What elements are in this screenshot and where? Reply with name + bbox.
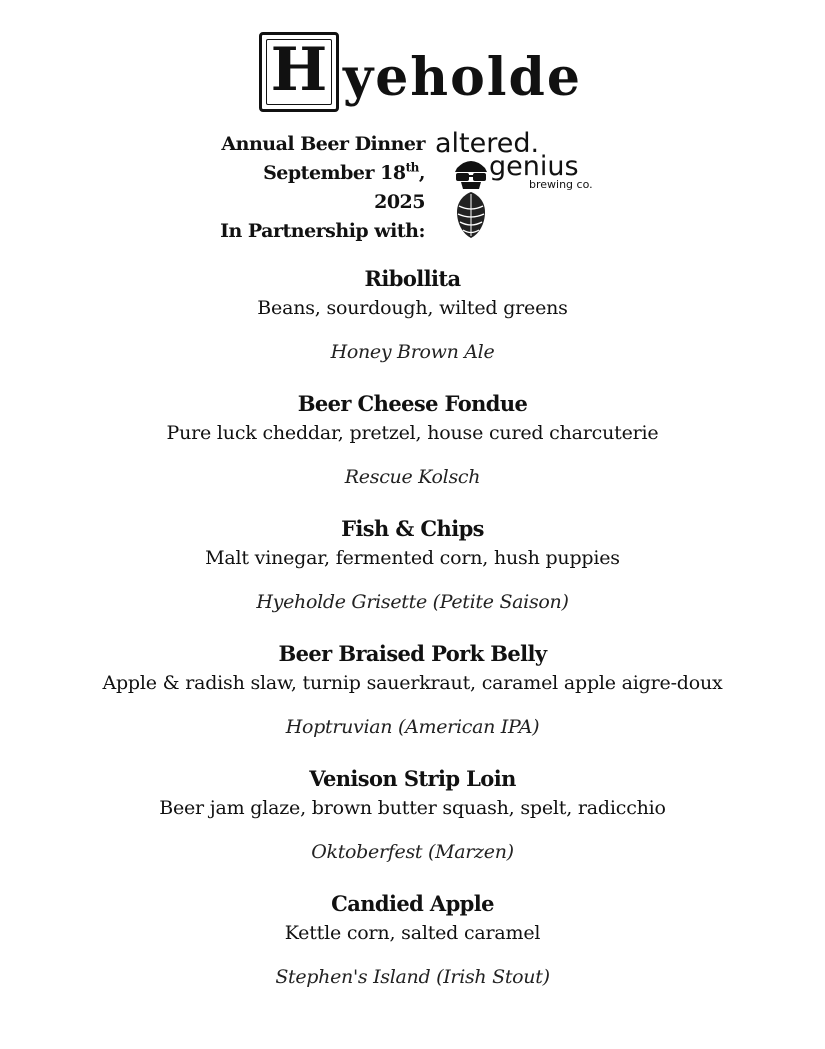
dish-description: Pure luck cheddar, pretzel, house cured charcuterie (166, 422, 659, 444)
bearded-face-icon (453, 156, 489, 190)
dish-description: Apple & radish slaw, turnip sauerkraut, caramel apple aigre-doux (102, 672, 723, 694)
course-item (0, 513, 825, 638)
course-item (0, 763, 825, 888)
beer-pairing: Hoptruvian (American IPA) (285, 716, 540, 738)
dish-description: Beans, sourdough, wilted greens (257, 297, 568, 319)
dish-name: Ribollita (364, 266, 461, 291)
logo-wordmark: yeholde (343, 47, 582, 108)
course-item (0, 263, 825, 388)
partner-word-altered: altered. (435, 128, 540, 159)
hyeholde-logo (259, 27, 582, 112)
beer-pairing: Stephen's Island (Irish Stout) (275, 966, 550, 988)
logo-initial-frame (259, 32, 339, 112)
menu-list (0, 263, 825, 1013)
dish-name: Venison Strip Loin (309, 766, 516, 791)
event-date: September 18th, 2025 (263, 160, 425, 213)
dish-name: Beer Cheese Fondue (297, 391, 528, 416)
beer-pairing: Honey Brown Ale (330, 341, 495, 363)
partner-word-genius: genius (489, 151, 579, 182)
hop-cone-icon (453, 190, 489, 240)
course-item (0, 638, 825, 763)
event-header (210, 130, 425, 246)
dish-name: Fish & Chips (341, 516, 484, 541)
beer-pairing: Rescue Kolsch (344, 466, 481, 488)
partner-logo (435, 128, 595, 243)
dish-description: Malt vinegar, fermented corn, hush puppies (205, 547, 620, 569)
event-title: Annual Beer Dinner (221, 133, 425, 155)
dish-name: Beer Braised Pork Belly (278, 641, 547, 666)
dish-description: Kettle corn, salted caramel (284, 922, 541, 944)
partner-word-brewing: brewing co. (529, 178, 593, 191)
dish-name: Candied Apple (331, 891, 494, 916)
course-item (0, 888, 825, 1013)
logo-initial: H (270, 35, 328, 105)
beer-pairing: Oktoberfest (Marzen) (311, 841, 514, 863)
dish-description: Beer jam glaze, brown butter squash, spelt, radicchio (159, 797, 666, 819)
course-item (0, 388, 825, 513)
partnership-label: In Partnership with: (220, 220, 425, 242)
beer-pairing: Hyeholde Grisette (Petite Saison) (256, 591, 569, 613)
